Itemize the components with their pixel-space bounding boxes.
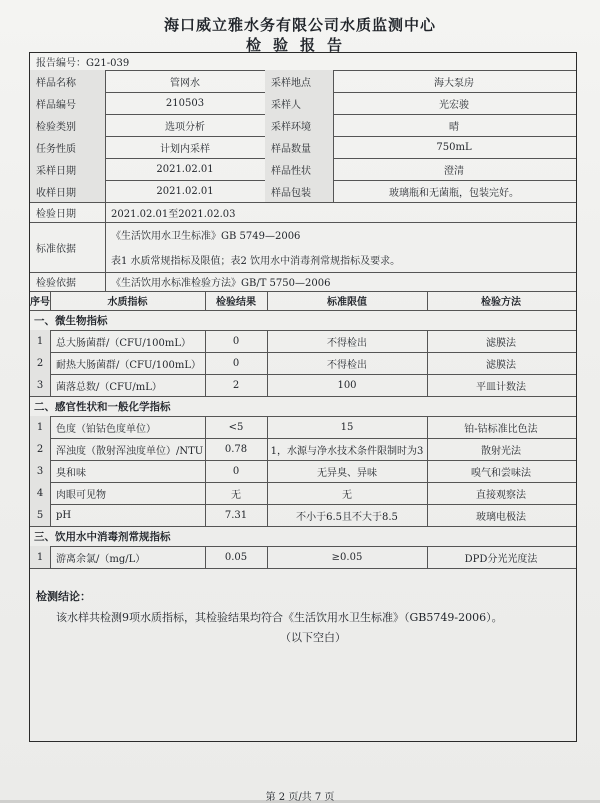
standard-limit: 15 <box>340 421 354 433</box>
indicator-name: 肉眼可见物 <box>56 489 106 501</box>
page-footer: 第 2 页/共 7 页 <box>265 792 335 803</box>
row-number: 1 <box>30 546 50 568</box>
test-result: 7.31 <box>224 509 248 521</box>
table-row <box>30 374 576 397</box>
row-number: 2 <box>30 438 50 460</box>
info-label: 检验类别 <box>30 114 105 136</box>
col-header-result: 检验结果 <box>216 297 256 308</box>
standard-limit: 不得检出 <box>327 337 367 349</box>
table-row <box>30 546 576 569</box>
section-title: 二、感官性状和一般化学指标 <box>34 400 171 413</box>
col-header-limit: 标准限值 <box>327 297 367 308</box>
table-row <box>30 438 576 461</box>
info-value: 光宏骏 <box>439 99 469 111</box>
standard-limit: ≥0.05 <box>331 551 363 563</box>
info-value: 海大泵房 <box>434 77 474 89</box>
indicator-name: pH <box>56 509 72 521</box>
info-label: 采样地点 <box>265 70 333 92</box>
info-value: 澄清 <box>444 165 464 177</box>
info-label: 样品数量 <box>265 136 333 158</box>
info-label: 样品名称 <box>30 70 105 92</box>
info-value: 选项分析 <box>165 121 205 133</box>
info-row <box>30 158 576 181</box>
table-row <box>30 504 576 527</box>
organization-title: 海口威立雅水务有限公司水质监测中心 <box>163 16 436 34</box>
row-number: 2 <box>30 352 50 374</box>
test-method: 散射光法 <box>481 445 521 457</box>
report-number: 报告编号：G21-039 <box>36 58 130 69</box>
standard-limit: 无 <box>342 489 352 501</box>
indicator-name: 浑浊度（散射浑浊度单位）/NTU <box>56 445 204 457</box>
standard-limit: 100 <box>337 379 357 391</box>
standard-row <box>30 222 576 273</box>
test-method: 平皿计数法 <box>476 381 526 393</box>
test-result: 0 <box>232 335 240 347</box>
row-number: 4 <box>30 482 50 504</box>
col-header-no: 序号 <box>30 297 50 308</box>
info-row <box>30 180 576 203</box>
col-header-indicator: 水质指标 <box>107 297 148 308</box>
test-result: <5 <box>228 421 244 433</box>
test-result: 0 <box>232 465 240 477</box>
blank-marker: （以下空白） <box>280 631 346 644</box>
section-title: 一、微生物指标 <box>34 314 108 327</box>
info-label: 采样人 <box>265 92 333 114</box>
table-row <box>30 460 576 483</box>
table-row <box>30 416 576 439</box>
conclusion-text: 该水样共检测9项水质指标，其检验结果均符合《生活饮用水卫生标准》（GB5749-2006）。 <box>56 611 503 624</box>
indicator-name: 耐热大肠菌群/（CFU/100mL） <box>56 359 201 371</box>
test-method: 滤膜法 <box>486 337 516 349</box>
test-result: 2 <box>232 379 240 391</box>
test-result: 0 <box>232 357 240 369</box>
info-value: 计划内采样 <box>160 143 210 155</box>
test-method: 铂-钴标准比色法 <box>464 423 538 435</box>
info-label: 采样环境 <box>265 114 333 136</box>
info-value: 晴 <box>449 121 459 133</box>
standard-limit: 不得检出 <box>327 359 367 371</box>
row-number: 1 <box>30 416 50 438</box>
info-value: 2021.02.01 <box>156 163 214 175</box>
info-value: 2021.02.01 <box>156 185 214 197</box>
info-label: 收样日期 <box>30 180 105 202</box>
report-title: 检验报告 <box>245 36 354 54</box>
standard-line-1: 《生活饮用水卫生标准》GB 5749—2006 <box>111 231 301 242</box>
info-value: 750mL <box>436 141 472 153</box>
standard-label: 标准依据 <box>36 243 76 255</box>
indicator-name: 臭和味 <box>56 467 86 479</box>
test-date-label: 检验日期 <box>36 208 76 220</box>
row-number: 3 <box>30 374 50 396</box>
test-method: DPD分光光度法 <box>464 553 538 565</box>
table-row <box>30 330 576 353</box>
column-header-row <box>30 291 576 311</box>
test-result: 0.05 <box>224 551 248 563</box>
standard-limit: 无异臭、异味 <box>317 467 377 479</box>
info-row <box>30 92 576 115</box>
section-header-row <box>30 396 576 417</box>
indicator-name: 色度（铂钴色度单位） <box>56 423 156 435</box>
report-number-row <box>30 53 576 71</box>
info-label: 任务性质 <box>30 136 105 158</box>
row-number: 3 <box>30 460 50 482</box>
col-header-method: 检验方法 <box>481 297 521 308</box>
section-title: 三、饮用水中消毒剂常规指标 <box>34 530 171 543</box>
info-label: 样品性状 <box>265 158 333 180</box>
table-row <box>30 482 576 505</box>
indicator-name: 总大肠菌群/（CFU/100mL） <box>56 337 191 349</box>
row-number: 5 <box>30 504 50 526</box>
section-header-row <box>30 526 576 547</box>
standard-limit: 1，水源与净水技术条件限制时为3 <box>270 445 424 457</box>
info-label: 样品编号 <box>30 92 105 114</box>
info-row <box>30 114 576 137</box>
test-date-value: 2021.02.01至2021.02.03 <box>111 208 236 220</box>
section-header-row <box>30 310 576 331</box>
standard-line-2: 表1 水质常规指标及限值；表2 饮用水中消毒剂常规指标及要求。 <box>111 256 401 267</box>
standard-limit: 不小于6.5且不大于8.5 <box>296 511 398 523</box>
method-basis-label: 检验依据 <box>36 278 76 289</box>
info-value: 管网水 <box>170 77 200 89</box>
indicator-name: 菌落总数/（CFU/mL） <box>56 381 162 393</box>
test-result: 0.78 <box>224 443 248 455</box>
test-method: 直接观察法 <box>476 489 526 501</box>
info-label: 采样日期 <box>30 158 105 180</box>
info-label: 样品包装 <box>265 180 333 202</box>
test-method: 嗅气和尝味法 <box>471 467 531 479</box>
info-value: 210503 <box>165 97 205 109</box>
conclusion-label: 检测结论： <box>36 590 91 603</box>
test-result: 无 <box>231 489 241 501</box>
method-basis-value: 《生活饮用水标准检验方法》GB/T 5750—2006 <box>111 278 331 289</box>
table-row <box>30 352 576 375</box>
test-method: 滤膜法 <box>486 359 516 371</box>
info-value: 玻璃瓶和无菌瓶，包装完好。 <box>389 187 519 199</box>
method-basis-row <box>30 272 576 292</box>
row-number: 1 <box>30 330 50 352</box>
info-row <box>30 136 576 159</box>
test-method: 玻璃电极法 <box>476 511 526 523</box>
test-date-row <box>30 202 576 223</box>
indicator-name: 游离余氯/（mg/L） <box>56 553 146 565</box>
report-table <box>29 52 577 742</box>
info-row <box>30 70 576 93</box>
